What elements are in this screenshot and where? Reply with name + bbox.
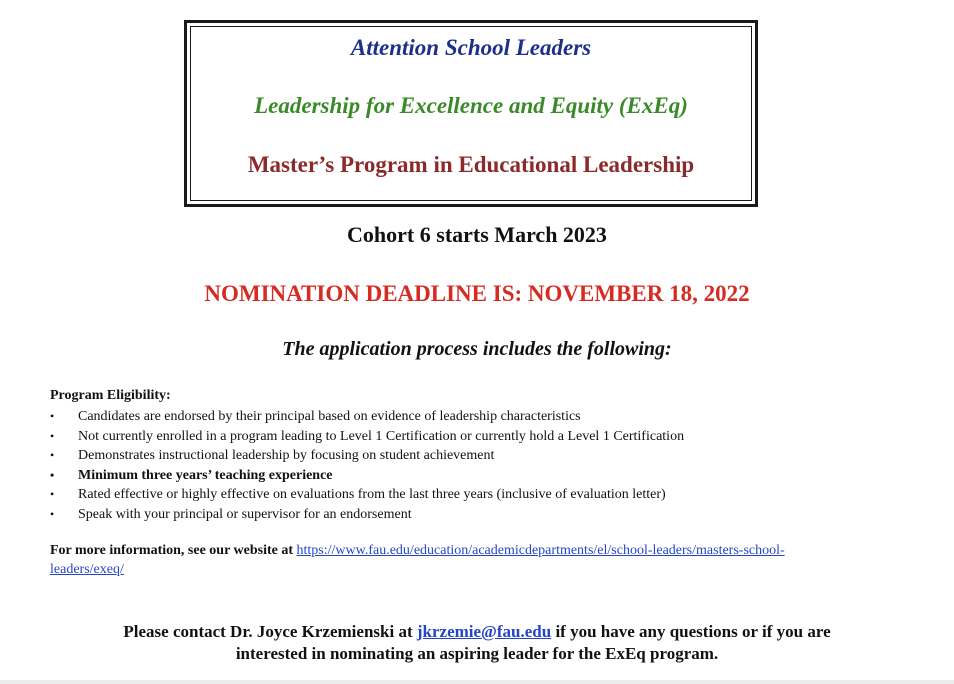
eligibility-item: [50, 466, 684, 486]
eligibility-list: [50, 407, 684, 524]
eligibility-item: [50, 427, 684, 447]
eligibility-item-text: Not currently enrolled in a program leading to Level 1 Certification or currently hold a Level 1 Certification: [78, 428, 685, 444]
contact-paragraph: [0, 621, 954, 665]
eligibility-item-text: Candidates are endorsed by their principal based on evidence of leadership characteristics: [78, 409, 581, 424]
bullet-icon: •: [50, 487, 55, 501]
eligibility-item-text: Rated effective or highly effective on evaluations from the last three years (inclusive of evaluation letter): [78, 487, 666, 502]
bottom-divider: [0, 680, 954, 684]
eligibility-item: [50, 505, 684, 525]
eligibility-item: [50, 407, 684, 427]
more-info-paragraph: [50, 541, 900, 579]
email-link[interactable]: jkrzemie@fau.edu: [416, 622, 552, 641]
contact-text-line2: interested in nominating an aspiring leader for the ExEq program.: [235, 644, 719, 663]
eligibility-item: [50, 485, 684, 505]
bullet-icon: •: [50, 506, 55, 521]
more-info-lead: For more information, see our website at: [50, 543, 294, 558]
eligibility-title: Program Eligibility:: [50, 388, 171, 403]
nomination-deadline: NOMINATION DEADLINE IS: NOVEMBER 18, 2022: [204, 281, 750, 306]
header-box: [184, 20, 758, 207]
bullet-icon: •: [50, 409, 55, 423]
header-program-name: Leadership for Excellence and Equity (ExEq): [254, 93, 688, 118]
bullet-icon: •: [50, 428, 55, 443]
application-process-heading: The application process includes the following:: [282, 338, 672, 360]
header-masters-program: Master’s Program in Educational Leadership: [247, 152, 695, 177]
bullet-icon: •: [50, 448, 55, 462]
eligibility-item-text: Demonstrates instructional leadership by focusing on student achievement: [78, 448, 495, 463]
bullet-icon: •: [50, 467, 55, 482]
cohort-start-line: Cohort 6 starts March 2023: [347, 222, 607, 247]
eligibility-item: [50, 446, 684, 466]
contact-text-part2: if you have any questions or if you are: [555, 622, 831, 641]
header-attention-title: Attention School Leaders: [350, 35, 592, 60]
eligibility-item-text: Minimum three years’ teaching experience: [78, 467, 333, 483]
contact-text-part1: Please contact Dr. Joyce Krzemienski at: [123, 622, 413, 641]
website-link-line1: https://www.fau.edu/education/academicdepartments/el/school-leaders/masters-school-: [296, 543, 785, 558]
website-link-line2: leaders/exeq/: [50, 562, 124, 577]
eligibility-item-text: Speak with your principal or supervisor for an endorsement: [78, 506, 412, 522]
